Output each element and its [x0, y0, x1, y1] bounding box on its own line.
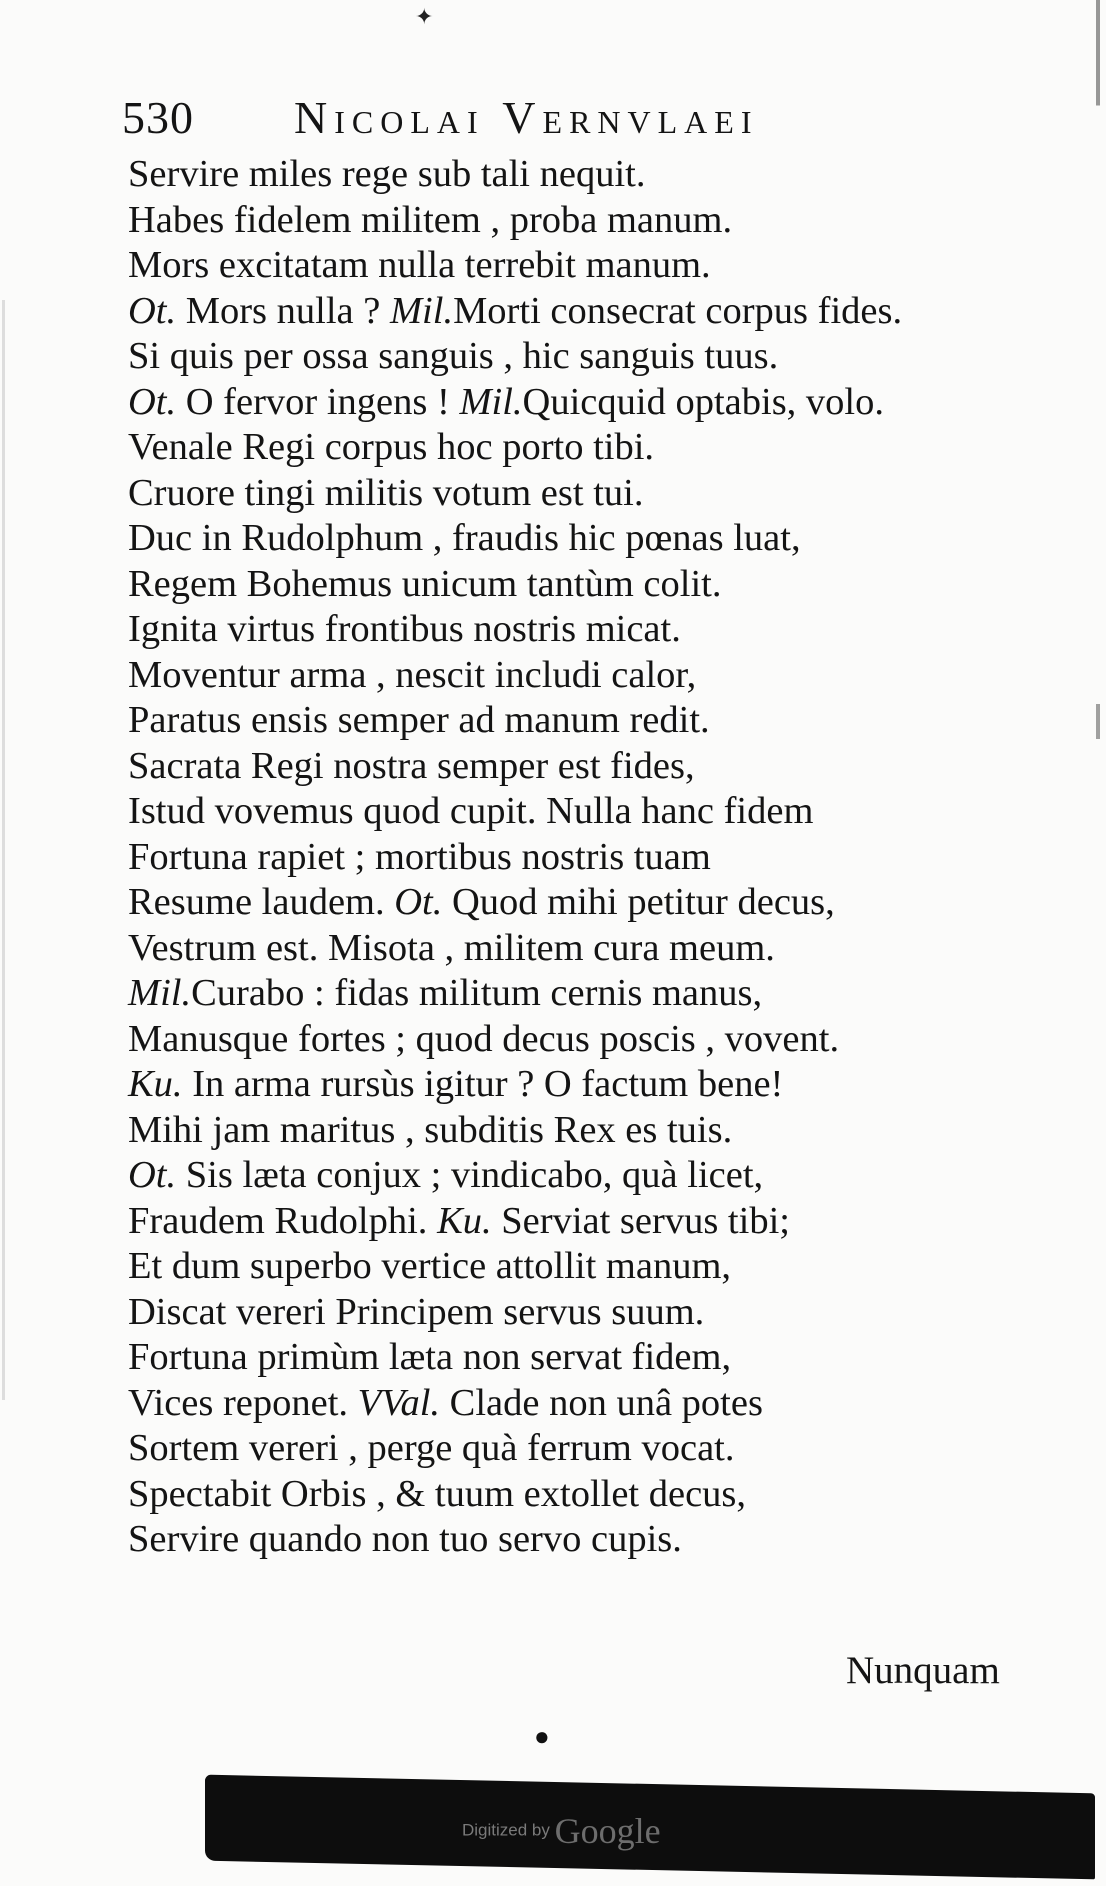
speaker-label: Ku. [128, 1063, 183, 1105]
verse-line [128, 516, 1068, 562]
verse-line [128, 880, 1068, 926]
verse-text-segment: Sortem vereri , perge quà ferrum vocat. [128, 1427, 735, 1469]
verse-line [128, 926, 1068, 972]
verse-text-segment: Vestrum est. Misota , militem cura meum. [128, 926, 775, 969]
page-edge-left [2, 300, 5, 1400]
ink-dot-ornament: ● [534, 1722, 550, 1751]
verse-line [128, 243, 1068, 289]
verse-line [128, 1108, 1068, 1154]
digitization-watermark [462, 1810, 661, 1852]
verse-text-segment: Ignita virtus frontibus nostris micat. [128, 608, 681, 650]
verse-line [128, 1017, 1068, 1063]
verse-text-segment: Regem Bohemus unicum tantùm colit. [128, 562, 722, 605]
verse-line [128, 1381, 1068, 1427]
verse-line [128, 425, 1068, 471]
verse-text-segment: Mihi jam maritus , subditis Rex es tuis. [128, 1108, 733, 1151]
verse-text-segment: Curabo : fidas militum cernis manus, [191, 972, 763, 1014]
page-edge-right [1096, 0, 1100, 1760]
verse-text-segment: Fortuna primùm læta non servat fidem, [128, 1336, 732, 1378]
verse-line [128, 1062, 1068, 1108]
verse-text-segment: Si quis per ossa sanguis , hic sanguis tuus. [128, 335, 779, 377]
catchword: Nunquam [846, 1649, 1000, 1692]
verse-line [128, 744, 1068, 790]
verse-text-segment: Sis læta conjux ; vindicabo, quà licet, [176, 1154, 764, 1196]
speaker-label: Mil. [459, 380, 523, 423]
verse-text-segment: Mors nulla ? [176, 289, 390, 332]
verse-text-segment: Morti consecrat corpus fides. [453, 289, 903, 332]
verse-text-segment: Spectabit Orbis , & tuum extollet decus, [128, 1472, 747, 1515]
verse-text-segment: Istud vovemus quod cupit. Nulla hanc fidem [128, 790, 814, 832]
verse-text-segment: Habes fidelem militem , proba manum. [128, 198, 733, 241]
verse-text-segment: Servire miles rege sub tali nequit. [128, 153, 646, 195]
verse-line [128, 198, 1068, 244]
verse-line [128, 653, 1068, 699]
verse-text-segment: Cruore tingi militis votum est tui. [128, 471, 644, 514]
verse-line [128, 289, 1068, 335]
verse-text-segment: Fortuna rapiet ; mortibus nostris tuam [128, 835, 711, 878]
verse-line [128, 562, 1068, 608]
verse-text-segment: Resume laudem. [128, 881, 395, 923]
watermark-prefix: Digitized by [462, 1820, 550, 1840]
verse-text-segment: Duc in Rudolphum , fraudis hic pœnas luat, [128, 517, 801, 559]
page-number: 530 [122, 92, 194, 143]
verse-line [128, 971, 1068, 1017]
ink-mark: ✦ [415, 4, 434, 29]
verse-line [128, 152, 1068, 198]
verse-line [128, 380, 1068, 426]
verse-line [128, 471, 1068, 517]
verse-text-segment: Serviat servus tibi; [491, 1199, 790, 1242]
verse-line [128, 789, 1068, 835]
verse-text-segment: Moventur arma , nescit includi calor, [128, 653, 697, 696]
verse-text-segment: O fervor ingens ! [176, 380, 460, 423]
verse-line [128, 334, 1068, 380]
speaker-label: Mil. [128, 972, 192, 1014]
verse-text-segment: Fraudem Rudolphi. [128, 1199, 438, 1242]
page-header [122, 88, 952, 148]
verse-line [128, 1335, 1068, 1381]
verse-text-segment: Manusque fortes ; quod decus poscis , vovent. [128, 1017, 840, 1060]
verse-line [128, 1517, 1068, 1563]
speaker-label: VVal. [357, 1381, 441, 1424]
speaker-label: Ku. [437, 1199, 492, 1242]
verse-text-segment: Vices reponet. [128, 1381, 358, 1424]
verse-text-segment: Et dum superbo vertice attollit manum, [128, 1245, 732, 1287]
verse-text-segment: Sacrata Regi nostra semper est fides, [128, 744, 695, 787]
verse-line [128, 1290, 1068, 1336]
verse-text-segment: Paratus ensis semper ad manum redit. [128, 699, 710, 741]
verse-text-segment: Mors excitatam nulla terrebit manum. [128, 244, 711, 286]
watermark-brand: Google [554, 1811, 661, 1851]
verse-text-segment: Venale Regi corpus hoc porto tibi. [128, 426, 655, 468]
speaker-label: Ot. [128, 380, 177, 423]
verse-line [128, 1153, 1068, 1199]
verse-text [128, 152, 1068, 1563]
verse-line [128, 1244, 1068, 1290]
speaker-label: Ot. [394, 881, 443, 923]
verse-line [128, 698, 1068, 744]
verse-line [128, 607, 1068, 653]
verse-text-segment: In arma rursùs igitur ? O factum bene! [182, 1063, 784, 1105]
verse-line [128, 1426, 1068, 1472]
verse-line [128, 1472, 1068, 1518]
speaker-label: Ot. [128, 1154, 177, 1196]
running-head: Nicolai Vernvlaei [294, 92, 759, 143]
verse-text-segment: Quod mihi petitur decus, [442, 881, 835, 923]
verse-text-segment: Discat vereri Principem servus suum. [128, 1290, 705, 1333]
speaker-label: Ot. [128, 289, 177, 332]
verse-text-segment: Quicquid optabis, volo. [522, 380, 884, 423]
verse-text-segment: Clade non unâ potes [440, 1381, 763, 1424]
speaker-label: Mil. [389, 289, 454, 332]
verse-line [128, 1199, 1068, 1245]
verse-text-segment: Servire quando non tuo servo cupis. [128, 1518, 682, 1560]
verse-line [128, 835, 1068, 881]
